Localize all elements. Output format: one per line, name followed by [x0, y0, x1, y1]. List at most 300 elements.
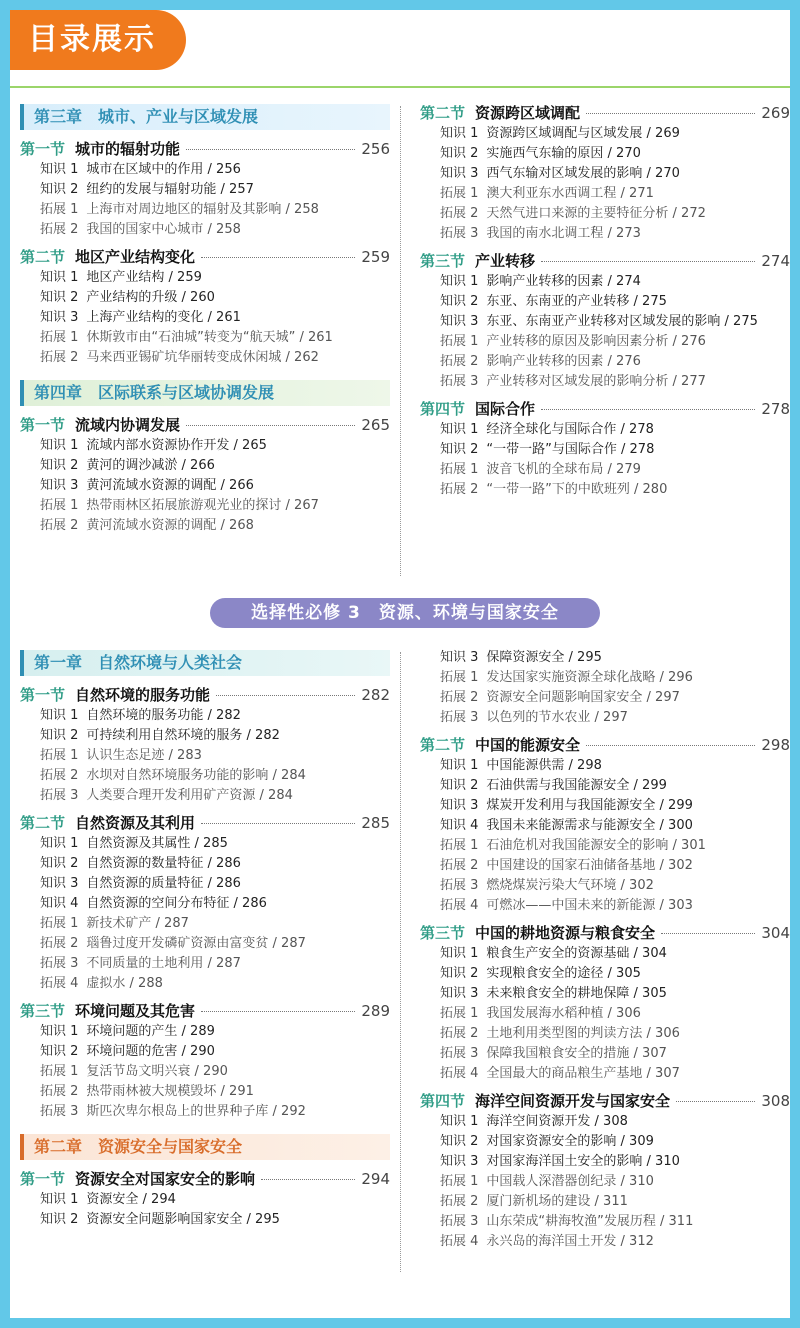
- entry-tag: 拓展 1: [40, 330, 79, 345]
- section-number: 第二节: [20, 814, 66, 832]
- toc-entry: [420, 668, 790, 688]
- dot-leader: [541, 409, 755, 410]
- entry-tag: 知识 2: [40, 290, 79, 305]
- entry-title: 黄河流域水资源的调配 / 268: [86, 518, 254, 533]
- chapter-heading: 第一章 自然环境与人类社会: [20, 650, 390, 676]
- toc-section: [20, 246, 390, 368]
- toc-entry: [20, 1042, 390, 1062]
- section-page: 298: [761, 736, 790, 754]
- page-title: 目录展示: [10, 10, 186, 70]
- section-heading: [20, 684, 390, 706]
- section-title: 城市的辐射功能: [75, 140, 181, 158]
- toc-entry: [420, 460, 790, 480]
- toc-entry: [420, 184, 790, 204]
- toc-entry: [420, 144, 790, 164]
- entry-title: 产业结构的升级 / 260: [86, 290, 215, 305]
- entry-tag: 知识 1: [440, 126, 479, 141]
- entry-tag: 拓展 2: [40, 1084, 79, 1099]
- toc-entry: [20, 180, 390, 200]
- entry-tag: 知识 3: [440, 650, 479, 665]
- toc-section: [20, 1168, 390, 1230]
- entry-title: 东亚、东南亚的产业转移 / 275: [486, 294, 667, 309]
- entry-title: 煤炭开发利用与我国能源安全 / 299: [486, 798, 693, 813]
- entry-tag: 拓展 3: [440, 878, 479, 893]
- entry-title: 西气东输对区域发展的影响 / 270: [486, 166, 680, 181]
- entry-title: 流域内部水资源协作开发 / 265: [86, 438, 267, 453]
- entry-title: 永兴岛的海洋国土开发 / 312: [486, 1234, 654, 1249]
- section-heading: [420, 102, 790, 124]
- toc-entry: [420, 352, 790, 372]
- section-page: 269: [761, 104, 790, 122]
- section-number: 第一节: [20, 416, 66, 434]
- entry-tag: 拓展 3: [40, 956, 79, 971]
- toc-entry: [420, 1232, 790, 1252]
- entry-tag: 知识 1: [40, 438, 79, 453]
- entry-tag: 拓展 3: [440, 226, 479, 241]
- entry-tag: 知识 4: [440, 818, 479, 833]
- section-title: 国际合作: [475, 400, 536, 418]
- toc-entry: [420, 648, 790, 668]
- entry-tag: 知识 2: [40, 856, 79, 871]
- section-page: 285: [361, 814, 390, 832]
- toc-entry: [20, 746, 390, 766]
- toc-entry: [420, 312, 790, 332]
- entry-tag: 拓展 1: [40, 202, 79, 217]
- entry-title: 马来西亚锡矿坑华丽转变成休闲城 / 262: [86, 350, 319, 365]
- toc-entry: [420, 816, 790, 836]
- toc-entry: [420, 896, 790, 916]
- toc-entry: [420, 420, 790, 440]
- entry-tag: 知识 3: [40, 478, 79, 493]
- block1-left-column: [20, 104, 390, 548]
- section-heading: [420, 734, 790, 756]
- entry-title: 实施西气东输的原因 / 270: [486, 146, 641, 161]
- toc-section: [420, 1090, 790, 1252]
- entry-tag: 知识 3: [440, 798, 479, 813]
- entry-title: 对国家资源安全的影响 / 309: [486, 1134, 654, 1149]
- entry-tag: 知识 3: [40, 876, 79, 891]
- section-page: 282: [361, 686, 390, 704]
- section-heading: [420, 398, 790, 420]
- section-page: 265: [361, 416, 390, 434]
- toc-entry: [420, 708, 790, 728]
- entry-title: 对国家海洋国土安全的影响 / 310: [486, 1154, 680, 1169]
- toc-entry: [420, 204, 790, 224]
- entry-tag: 拓展 1: [440, 1006, 479, 1021]
- chapter-heading: 第四章 区际联系与区域协调发展: [20, 380, 390, 406]
- entry-tag: 拓展 1: [40, 748, 79, 763]
- dot-leader: [586, 113, 755, 114]
- entry-tag: 拓展 2: [440, 690, 479, 705]
- section-title: 产业转移: [475, 252, 536, 270]
- toc-entry: [420, 1024, 790, 1044]
- entry-title: 环境问题的产生 / 289: [86, 1024, 215, 1039]
- toc-section: [420, 648, 790, 728]
- entry-tag: 知识 2: [40, 728, 79, 743]
- entry-tag: 拓展 2: [440, 858, 479, 873]
- entry-title: 发达国家实施资源全球化战略 / 296: [486, 670, 693, 685]
- toc-entry: [20, 496, 390, 516]
- toc-entry: [420, 944, 790, 964]
- entry-tag: 知识 2: [440, 778, 479, 793]
- section-title: 中国的能源安全: [475, 736, 581, 754]
- section-title: 流域内协调发展: [75, 416, 181, 434]
- dot-leader: [586, 745, 755, 746]
- entry-title: 黄河流域水资源的调配 / 266: [86, 478, 254, 493]
- toc-entry: [420, 1044, 790, 1064]
- entry-title: 可燃冰——中国未来的新能源 / 303: [486, 898, 693, 913]
- entry-tag: 拓展 2: [440, 206, 479, 221]
- entry-title: 上海市对周边地区的辐射及其影响 / 258: [86, 202, 319, 217]
- section-number: 第三节: [20, 1002, 66, 1020]
- toc-entry: [420, 1064, 790, 1084]
- section-page: 259: [361, 248, 390, 266]
- toc-entry: [20, 268, 390, 288]
- toc-section: [20, 138, 390, 240]
- entry-tag: 拓展 2: [440, 1194, 479, 1209]
- toc-section: [420, 102, 790, 244]
- toc-entry: [20, 436, 390, 456]
- toc-section: [420, 250, 790, 392]
- toc-section: [20, 812, 390, 994]
- entry-tag: 拓展 1: [40, 916, 79, 931]
- entry-tag: 知识 1: [440, 946, 479, 961]
- entry-title: 保障资源安全 / 295: [486, 650, 602, 665]
- section-title: 资源跨区域调配: [475, 104, 581, 122]
- dot-leader: [201, 1011, 355, 1012]
- entry-tag: 拓展 2: [40, 222, 79, 237]
- toc-entry: [420, 292, 790, 312]
- entry-tag: 知识 3: [440, 986, 479, 1001]
- dot-leader: [261, 1179, 355, 1180]
- toc-section: [420, 398, 790, 500]
- entry-title: 复活节岛文明兴衰 / 290: [86, 1064, 228, 1079]
- entry-title: 自然资源及其属性 / 285: [86, 836, 228, 851]
- entry-tag: 拓展 3: [40, 788, 79, 803]
- toc-entry: [20, 308, 390, 328]
- entry-title: 自然资源的数量特征 / 286: [86, 856, 241, 871]
- entry-title: 我国发展海水稻种植 / 306: [486, 1006, 641, 1021]
- entry-title: 斯匹次卑尔根岛上的世界种子库 / 292: [86, 1104, 306, 1119]
- entry-tag: 知识 1: [40, 1024, 79, 1039]
- section-page: 274: [761, 252, 790, 270]
- section-heading: [20, 1168, 390, 1190]
- entry-title: 新技术矿产 / 287: [86, 916, 189, 931]
- entry-title: 土地利用类型图的判读方法 / 306: [486, 1026, 680, 1041]
- entry-title: 虚拟水 / 288: [86, 976, 163, 991]
- entry-tag: 知识 4: [40, 896, 79, 911]
- dot-leader: [201, 823, 355, 824]
- entry-tag: 拓展 3: [40, 1104, 79, 1119]
- entry-title: 以色列的节水农业 / 297: [486, 710, 628, 725]
- section-heading: [20, 246, 390, 268]
- entry-title: 环境问题的危害 / 290: [86, 1044, 215, 1059]
- entry-title: 我国的国家中心城市 / 258: [86, 222, 241, 237]
- entry-title: 自然资源的质量特征 / 286: [86, 876, 241, 891]
- toc-entry: [420, 124, 790, 144]
- section-page: 294: [361, 1170, 390, 1188]
- toc-entry: [20, 288, 390, 308]
- entry-title: 热带雨林区拓展旅游观光业的探讨 / 267: [86, 498, 319, 513]
- header: [10, 10, 790, 90]
- entry-tag: 拓展 2: [40, 768, 79, 783]
- header-rule: [10, 86, 790, 88]
- entry-title: 我国未来能源需求与能源安全 / 300: [486, 818, 693, 833]
- section-number: 第一节: [20, 140, 66, 158]
- toc-entry: [20, 706, 390, 726]
- toc-section: [20, 684, 390, 806]
- dot-leader: [661, 933, 755, 934]
- section-title: 地区产业结构变化: [75, 248, 196, 266]
- block2-left-column: [20, 650, 390, 1242]
- section-number: 第三节: [420, 924, 466, 942]
- volume-band: 选择性必修 3 资源、环境与国家安全: [210, 598, 600, 628]
- toc-entry: [420, 1212, 790, 1232]
- section-title: 环境问题及其危害: [75, 1002, 196, 1020]
- toc-entry: [20, 328, 390, 348]
- entry-title: 山东荣成“耕海牧渔”发展历程 / 311: [486, 1214, 694, 1229]
- entry-tag: 知识 2: [440, 1134, 479, 1149]
- entry-tag: 拓展 1: [40, 498, 79, 513]
- section-number: 第一节: [20, 1170, 66, 1188]
- toc-section: [20, 414, 390, 536]
- entry-title: 热带雨林被大规模毁坏 / 291: [86, 1084, 254, 1099]
- section-page: 289: [361, 1002, 390, 1020]
- entry-title: “一带一路”与国际合作 / 278: [486, 442, 655, 457]
- entry-title: 纽约的发展与辐射功能 / 257: [86, 182, 254, 197]
- section-heading: [20, 138, 390, 160]
- toc-entry: [20, 160, 390, 180]
- entry-tag: 拓展 3: [440, 710, 479, 725]
- entry-tag: 拓展 1: [440, 670, 479, 685]
- entry-tag: 拓展 1: [440, 1174, 479, 1189]
- toc-entry: [20, 456, 390, 476]
- section-title: 自然资源及其利用: [75, 814, 196, 832]
- entry-title: 人类要合理开发利用矿产资源 / 284: [86, 788, 293, 803]
- section-page: 304: [761, 924, 790, 942]
- toc-section: [420, 922, 790, 1084]
- section-number: 第二节: [420, 736, 466, 754]
- toc-entry: [420, 836, 790, 856]
- entry-tag: 知识 1: [440, 422, 479, 437]
- entry-tag: 拓展 4: [40, 976, 79, 991]
- entry-title: 海洋空间资源开发 / 308: [486, 1114, 628, 1129]
- section-number: 第四节: [420, 400, 466, 418]
- toc-entry: [420, 1192, 790, 1212]
- toc-entry: [420, 776, 790, 796]
- entry-tag: 拓展 1: [440, 462, 479, 477]
- section-heading: [20, 812, 390, 834]
- toc-entry: [20, 516, 390, 536]
- toc-entry: [420, 984, 790, 1004]
- section-page: 256: [361, 140, 390, 158]
- toc-entry: [20, 766, 390, 786]
- toc-section: [420, 734, 790, 916]
- entry-title: 影响产业转移的因素 / 274: [486, 274, 641, 289]
- entry-title: 厦门新机场的建设 / 311: [486, 1194, 628, 1209]
- toc-entry: [420, 1132, 790, 1152]
- chapter-heading: 第三章 城市、产业与区域发展: [20, 104, 390, 130]
- entry-tag: 知识 3: [440, 1154, 479, 1169]
- entry-title: 影响产业转移的因素 / 276: [486, 354, 641, 369]
- entry-tag: 知识 3: [440, 166, 479, 181]
- entry-title: 波音飞机的全球布局 / 279: [486, 462, 641, 477]
- entry-tag: 拓展 2: [440, 1026, 479, 1041]
- entry-title: 地区产业结构 / 259: [86, 270, 202, 285]
- toc-entry: [20, 220, 390, 240]
- toc-entry: [420, 1112, 790, 1132]
- entry-tag: 知识 3: [40, 310, 79, 325]
- toc-entry: [20, 1062, 390, 1082]
- toc-entry: [420, 876, 790, 896]
- entry-title: 天然气进口来源的主要特征分析 / 272: [486, 206, 706, 221]
- section-number: 第四节: [420, 1092, 466, 1110]
- dot-leader: [541, 261, 755, 262]
- toc-entry: [20, 1190, 390, 1210]
- entry-tag: 知识 1: [40, 1192, 79, 1207]
- entry-title: 上海产业结构的变化 / 261: [86, 310, 241, 325]
- entry-tag: 拓展 1: [440, 186, 479, 201]
- entry-tag: 拓展 2: [40, 518, 79, 533]
- entry-title: 中国载人深潜器创纪录 / 310: [486, 1174, 654, 1189]
- toc-entry: [420, 272, 790, 292]
- entry-tag: 知识 1: [440, 1114, 479, 1129]
- entry-tag: 知识 1: [440, 274, 479, 289]
- entry-title: 粮食生产安全的资源基础 / 304: [486, 946, 667, 961]
- toc-page: [10, 10, 790, 1318]
- entry-title: 休斯敦市由“石油城”转变为“航天城” / 261: [86, 330, 333, 345]
- toc-entry: [20, 200, 390, 220]
- entry-tag: 拓展 1: [40, 1064, 79, 1079]
- column-divider: [400, 106, 401, 576]
- entry-title: 自然环境的服务功能 / 282: [86, 708, 241, 723]
- entry-tag: 拓展 4: [440, 1234, 479, 1249]
- section-title: 资源安全对国家安全的影响: [75, 1170, 256, 1188]
- entry-tag: 拓展 2: [440, 354, 479, 369]
- entry-tag: 拓展 3: [440, 374, 479, 389]
- toc-entry: [20, 894, 390, 914]
- entry-tag: 拓展 1: [440, 838, 479, 853]
- toc-entry: [420, 332, 790, 352]
- entry-tag: 拓展 1: [440, 334, 479, 349]
- entry-tag: 知识 1: [40, 162, 79, 177]
- toc-entry: [420, 1152, 790, 1172]
- section-number: 第一节: [20, 686, 66, 704]
- entry-tag: 知识 1: [40, 270, 79, 285]
- entry-title: 澳大利亚东水西调工程 / 271: [486, 186, 654, 201]
- entry-title: “一带一路”下的中欧班列 / 280: [486, 482, 668, 497]
- toc-entry: [420, 164, 790, 184]
- toc-entry: [20, 954, 390, 974]
- entry-title: 实现粮食安全的途径 / 305: [486, 966, 641, 981]
- section-number: 第二节: [20, 248, 66, 266]
- entry-tag: 知识 2: [440, 442, 479, 457]
- toc-entry: [20, 1210, 390, 1230]
- entry-title: 自然资源的空间分布特征 / 286: [86, 896, 267, 911]
- section-page: 278: [761, 400, 790, 418]
- entry-title: 城市在区域中的作用 / 256: [86, 162, 241, 177]
- entry-title: 保障我国粮食安全的措施 / 307: [486, 1046, 667, 1061]
- dot-leader: [186, 149, 355, 150]
- entry-tag: 拓展 2: [440, 482, 479, 497]
- entry-title: 资源跨区域调配与区域发展 / 269: [486, 126, 680, 141]
- entry-title: 经济全球化与国际合作 / 278: [486, 422, 654, 437]
- toc-entry: [420, 856, 790, 876]
- toc-entry: [20, 914, 390, 934]
- entry-tag: 知识 2: [440, 294, 479, 309]
- entry-tag: 拓展 2: [40, 936, 79, 951]
- entry-tag: 知识 3: [440, 314, 479, 329]
- entry-title: 中国能源供需 / 298: [486, 758, 602, 773]
- entry-title: 黄河的调沙减淤 / 266: [86, 458, 215, 473]
- toc-entry: [420, 440, 790, 460]
- entry-tag: 拓展 4: [440, 898, 479, 913]
- entry-tag: 知识 1: [40, 836, 79, 851]
- section-heading: [420, 922, 790, 944]
- toc-entry: [420, 964, 790, 984]
- entry-tag: 知识 1: [440, 758, 479, 773]
- entry-title: 资源安全问题影响国家安全 / 295: [86, 1212, 280, 1227]
- entry-title: 未来粮食安全的耕地保障 / 305: [486, 986, 667, 1001]
- toc-entry: [20, 854, 390, 874]
- entry-tag: 拓展 3: [440, 1214, 479, 1229]
- toc-entry: [420, 688, 790, 708]
- entry-tag: 知识 2: [40, 1044, 79, 1059]
- entry-tag: 拓展 2: [40, 350, 79, 365]
- toc-entry: [20, 1082, 390, 1102]
- toc-entry: [20, 934, 390, 954]
- entry-title: 资源安全问题影响国家安全 / 297: [486, 690, 680, 705]
- toc-entry: [20, 874, 390, 894]
- entry-title: 资源安全 / 294: [86, 1192, 176, 1207]
- entry-title: 产业转移的原因及影响因素分析 / 276: [486, 334, 706, 349]
- entry-title: 东亚、东南亚产业转移对区域发展的影响 / 275: [486, 314, 758, 329]
- toc-entry: [20, 476, 390, 496]
- section-page: 308: [761, 1092, 790, 1110]
- dot-leader: [186, 425, 355, 426]
- entry-tag: 拓展 3: [440, 1046, 479, 1061]
- section-title: 海洋空间资源开发与国家安全: [475, 1092, 671, 1110]
- section-title: 自然环境的服务功能: [75, 686, 211, 704]
- dot-leader: [201, 257, 355, 258]
- toc-entry: [20, 348, 390, 368]
- entry-tag: 知识 2: [40, 1212, 79, 1227]
- block1-right-column: [420, 102, 790, 512]
- entry-title: 石油危机对我国能源安全的影响 / 301: [486, 838, 706, 853]
- section-number: 第三节: [420, 252, 466, 270]
- entry-title: 认识生态足迹 / 283: [86, 748, 202, 763]
- entry-tag: 拓展 4: [440, 1066, 479, 1081]
- toc-entry: [20, 834, 390, 854]
- entry-title: 中国建设的国家石油储备基地 / 302: [486, 858, 693, 873]
- toc-entry: [420, 756, 790, 776]
- entry-title: 燃烧煤炭污染大气环境 / 302: [486, 878, 654, 893]
- chapter-heading: 第二章 资源安全与国家安全: [20, 1134, 390, 1160]
- toc-entry: [20, 1022, 390, 1042]
- entry-title: 水坝对自然环境服务功能的影响 / 284: [86, 768, 306, 783]
- entry-title: 瑙鲁过度开发磷矿资源由富变贫 / 287: [86, 936, 306, 951]
- dot-leader: [676, 1101, 755, 1102]
- entry-title: 产业转移对区域发展的影响分析 / 277: [486, 374, 706, 389]
- toc-section: [20, 1000, 390, 1122]
- entry-tag: 知识 2: [40, 182, 79, 197]
- section-heading: [20, 414, 390, 436]
- entry-tag: 知识 2: [440, 966, 479, 981]
- toc-entry: [20, 726, 390, 746]
- section-heading: [20, 1000, 390, 1022]
- column-divider: [400, 652, 401, 1272]
- section-heading: [420, 250, 790, 272]
